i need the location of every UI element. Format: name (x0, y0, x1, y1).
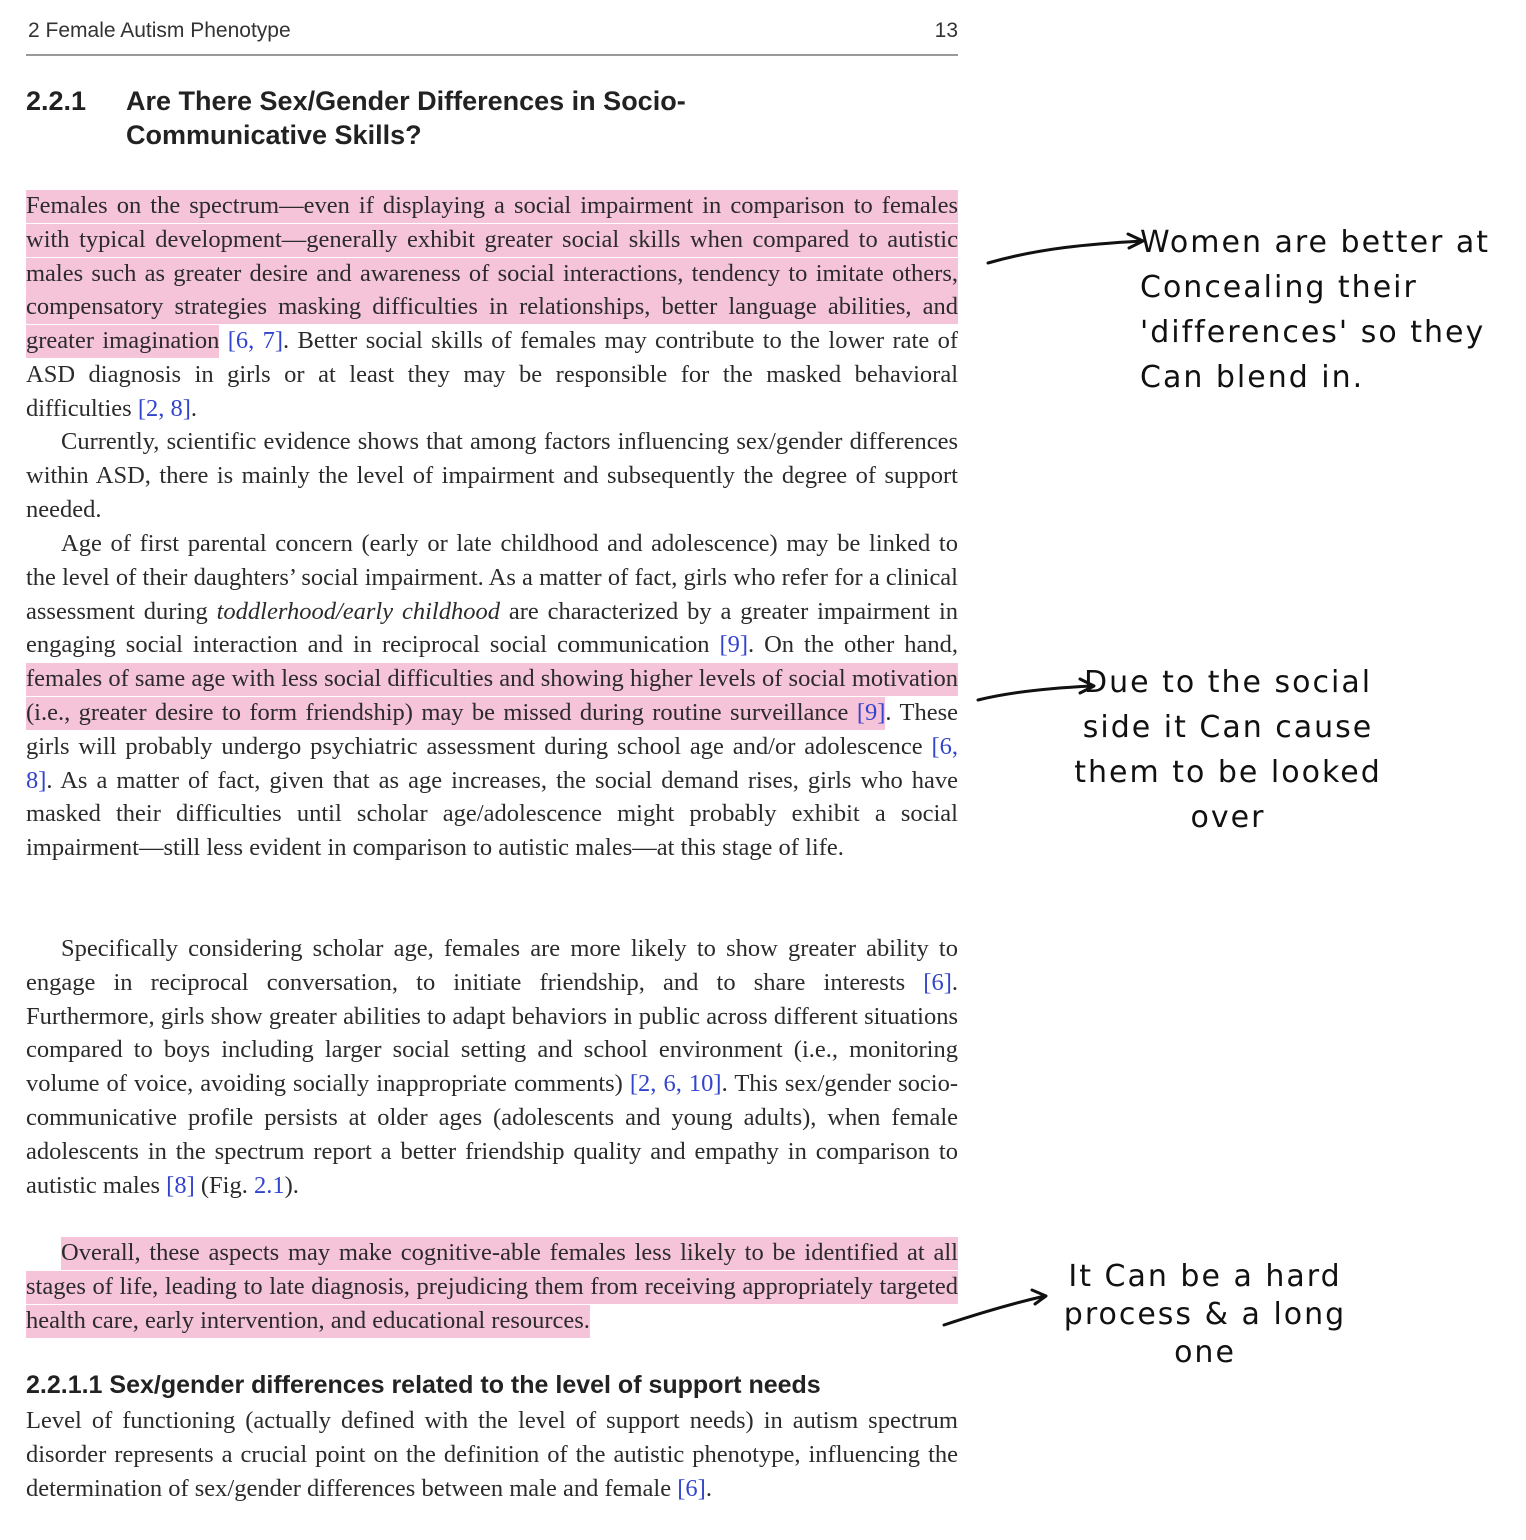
paragraph-1 (26, 189, 958, 426)
citation-link[interactable]: [9] (719, 631, 749, 659)
highlight-3: Overall, these aspects may make cognitive-able females less likely to be identified at all stages of life, leading to late diagnosis, prejudicing them from receiving appropriately targeted health care, early intervention, and educational resources. (26, 1237, 958, 1338)
paragraph-text: . (705, 1474, 712, 1502)
citation-link[interactable]: [6] (923, 968, 952, 996)
paragraph-text: Age of first parental concern (early or late childhood and adolescence) may be linked to the level of their daughters’ social impairment. As a matter of fact, girls who refer for a clinical assessment during (26, 530, 958, 625)
citation-link[interactable]: [6, 7] (227, 327, 284, 355)
arrow-3 (944, 1296, 1045, 1325)
paragraph-text: Level of functioning (actually defined with the level of support needs) in autism spectrum disorder represents a crucial point on the definition of the autistic phenotype, influencing the determination of sex/gender differences between male and female (26, 1407, 958, 1502)
subsection-paragraph (26, 1404, 958, 1505)
running-header (26, 14, 958, 56)
subsection-heading: 2.2.1.1 Sex/gender differences related to the level of support needs (26, 1371, 821, 1399)
paragraph-text: . (190, 394, 198, 422)
paragraph-text: ). (284, 1171, 299, 1199)
citation-link[interactable]: [8] (166, 1171, 195, 1199)
paragraph-text: . On the other hand, (748, 631, 959, 659)
italic-text: toddlerhood/early childhood (216, 597, 500, 625)
handwritten-note-1: Women are better at Concealing their 'differences' so they Can blend in. (1140, 225, 1491, 395)
paragraph-text: . Better social skills of females may contribute to the lower rate of ASD diagnosis in girls or at least they may be responsible for the masked behavioral difficulties (26, 327, 958, 422)
figure-link[interactable]: 2.1 (253, 1171, 285, 1199)
citation-link[interactable]: [2, 8] (137, 394, 191, 422)
paragraph-text: . Furthermore, girls show greater abilities to adapt behaviors in public across different situations compared to boys including larger social setting and school environment (i.e., monitoring volume of voice, avoiding socially inappropriate comments) (26, 968, 958, 1098)
paragraph-3 (26, 527, 958, 865)
citation-link[interactable]: [6, 8] (26, 732, 958, 794)
arrow-3-head (1032, 1290, 1046, 1304)
citation-link[interactable]: [2, 6, 10] (629, 1070, 722, 1098)
paragraph-5 (26, 1236, 958, 1337)
highlight-2 (26, 663, 958, 730)
paragraph-text: are characterized by a greater impairment in engaging social interaction and in reciprocal social communication (26, 597, 959, 659)
highlight-1: Females on the spectrum—even if displaying a social impairment in comparison to females with typical development—generally exhibit greater social skills when compared to autistic males such as greater desire and awareness of social interactions, tendency to imitate others, compensatory strategies masking difficulties in relationships, better language abilities, and greater imagination (26, 190, 958, 358)
highlighted-text: females of same age with less social difficulties and showing higher levels of social motivation (i.e., greater desire to form friendship) may be missed during routine surveillance (26, 665, 958, 726)
handwritten-note-3: It Can be a hard process & a long one (1063, 1259, 1347, 1370)
section-title: Are There Sex/Gender Differences in Socio-Communicative Skills? (126, 86, 686, 150)
paragraph-text: . This sex/gender socio-communicative profile persists at older ages (adolescents and young adults), when female adolescents in the spectrum report a better friendship quality and empathy in comparison to autistic males (26, 1070, 958, 1199)
paragraph-text: . As a matter of fact, given that as age increases, the social demand rises, girls who have masked their difficulties until scholar age/adolescence might probably exhibit a social impairment—still less evident in comparison to autistic males—at this stage of life. (26, 766, 958, 862)
handwritten-note-2: Due to the social side it Can cause them to be looked over (1074, 665, 1382, 835)
paragraph-2: Currently, scientific evidence shows that among factors influencing sex/gender differences within ASD, there is mainly the level of impairment and subsequently the degree of support needed. (26, 428, 958, 523)
page-number: 13 (934, 19, 958, 42)
citation-link[interactable]: [6] (677, 1474, 706, 1502)
paragraph-text: (Fig. (194, 1171, 254, 1199)
paragraph-text: . These girls will probably undergo psychiatric assessment during school age and/or adolescence (26, 698, 958, 760)
paragraph-text: Specifically considering scholar age, females are more likely to show greater ability to engage in reciprocal conversation, to initiate friendship, and to share interests (26, 935, 958, 996)
arrow-1 (988, 241, 1142, 263)
chapter-title: 2 Female Autism Phenotype (28, 19, 291, 42)
citation-link[interactable]: [9] (856, 698, 886, 726)
section-number: 2.2.1 (26, 86, 87, 116)
paragraph-4 (26, 932, 958, 1202)
